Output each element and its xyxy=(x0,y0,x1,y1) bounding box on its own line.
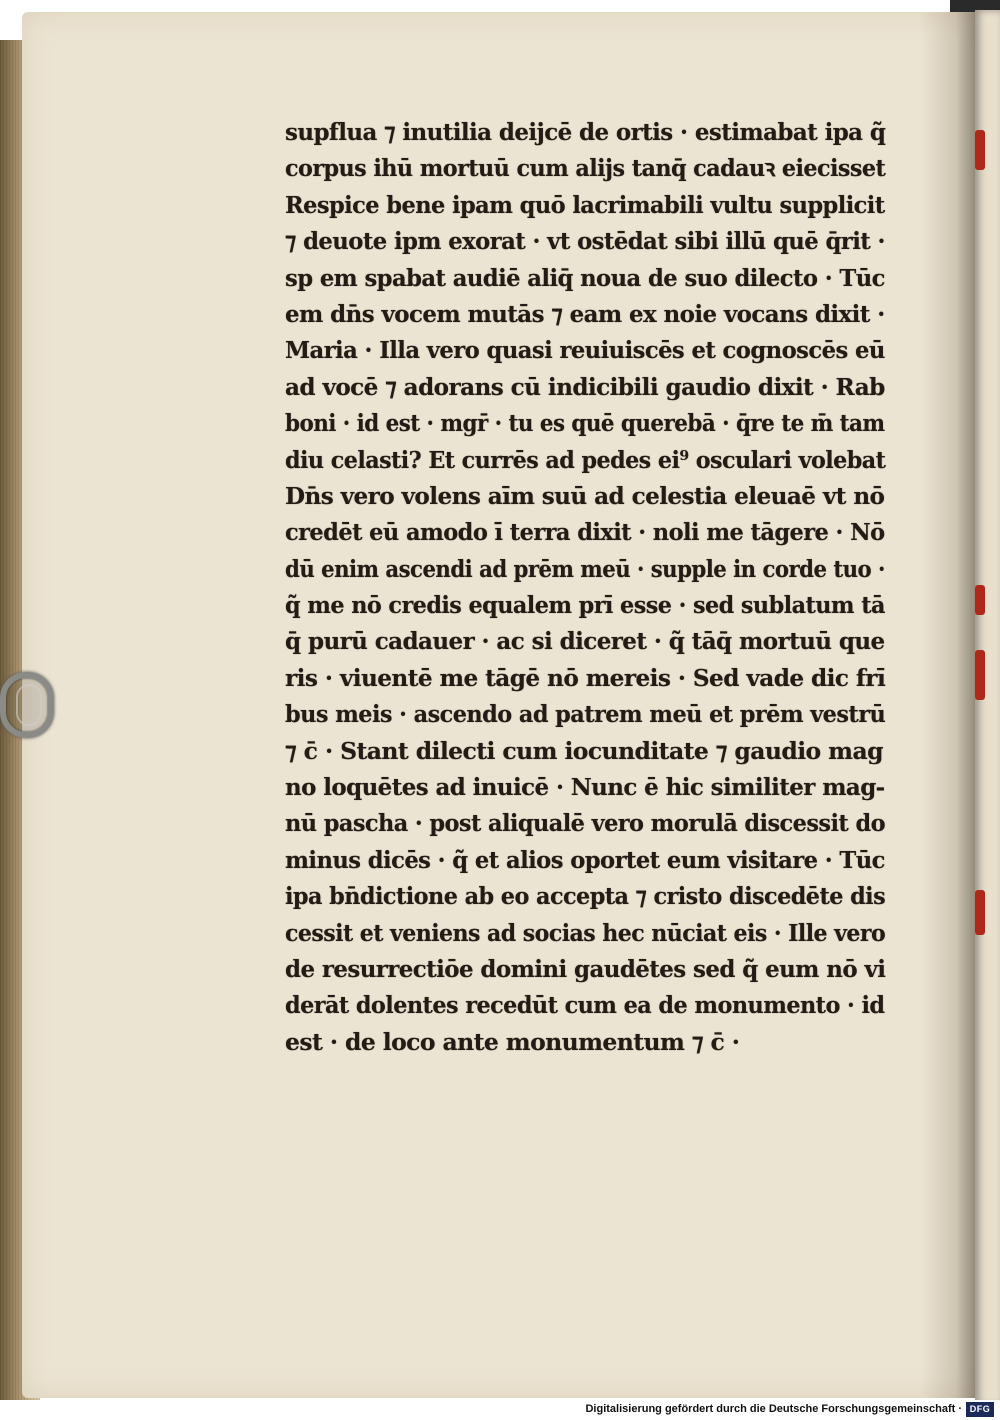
text-line: Respice bene ipam quō lacrimabili vultu supplicit xyxy=(285,190,885,219)
text-line: Dn̄s vero volens aīm suū ad celestia eleuaē vt nō xyxy=(285,481,885,510)
text-line: supflua ⁊ inutilia deijcē de ortis · estimabat ipa q̃ xyxy=(285,118,886,146)
gutter-shadow xyxy=(920,12,980,1398)
text-line: ad vocē ⁊ adorans cū indicibili gaudio dixit · Rab xyxy=(285,372,885,401)
text-block xyxy=(285,114,885,1060)
text-line: boni · id est · mgr̄ · tu es quē querebā · q̄re te m̄ tam xyxy=(285,409,885,438)
rubric-mark xyxy=(975,585,985,615)
text-line: q̄ purū cadauer · ac si diceret · q̃ tāq̄ mortuū que xyxy=(285,627,885,656)
text-line: diu celasti? Et currēs ad pedes ei⁹ osculari volebat xyxy=(285,445,886,474)
text-line: ⁊ c̄ · Stant dilecti cum iocunditate ⁊ gaudio mag xyxy=(285,736,883,765)
rubric-mark xyxy=(975,890,985,935)
text-line: est · de loco ante monumentum ⁊ c̄ · xyxy=(285,1027,740,1056)
dfg-logo-icon: DFG xyxy=(966,1402,994,1417)
text-line: Maria · Illa vero quasi reuiuiscēs et cognoscēs eū xyxy=(285,336,885,365)
footer-bar xyxy=(0,1400,1000,1420)
rubric-mark xyxy=(975,130,985,170)
text-line: q̃ me nō credis equalem prī esse · sed sublatum tā xyxy=(285,591,885,620)
text-line: dū enim ascendi ad prēm meū · supple in corde tuo · xyxy=(285,554,885,583)
text-line: ris · viuentē me tāgē nō mereis · Sed vade dic frī xyxy=(285,663,886,692)
text-line: ipa bn̄dictione ab eo accepta ⁊ cristo discedēte dis xyxy=(285,882,886,911)
text-line: minus dicēs · q̃ et alios oportet eum visitare · Tūc xyxy=(285,845,885,874)
text-line: em dn̄s vocem mutās ⁊ eam ex noie vocans dixit · xyxy=(285,299,885,328)
text-line: ⁊ deuote ipm exorat · vt ostēdat sibi illū quē q̄rit · xyxy=(285,227,885,256)
funding-credit: Digitalisierung gefördert durch die Deutsche Forschungsgemeinschaft · xyxy=(585,1403,962,1415)
text-line: de resurrectiōe domini gaudētes sed q̃ eum nō vi xyxy=(285,954,886,983)
text-line: cessit et veniens ad socias hec nūciat eis · Ille vero xyxy=(285,918,886,947)
text-line: no loquētes ad inuicē · Nunc ē hic similiter mag- xyxy=(285,773,885,802)
facing-page-edge xyxy=(975,10,1000,1405)
text-line: credēt eū amodo ī terra dixit · noli me tāgere · Nō xyxy=(285,518,885,547)
text-line: derāt dolentes recedūt cum ea de monumento · id xyxy=(285,991,885,1020)
text-line: corpus ihū mortuū cum alijs tanq̄ cadauꝛ eiecisset xyxy=(285,154,886,183)
text-line: sp em spabat audiē aliq̄ noua de suo dilecto · Tūc xyxy=(285,263,885,292)
text-line: bus meis · ascendo ad patrem meū et prēm vestrū xyxy=(285,700,886,729)
rubric-mark xyxy=(975,650,985,700)
metal-clasp xyxy=(0,672,54,738)
text-line: nū pascha · post aliqualē vero morulā discessit do xyxy=(285,809,885,838)
